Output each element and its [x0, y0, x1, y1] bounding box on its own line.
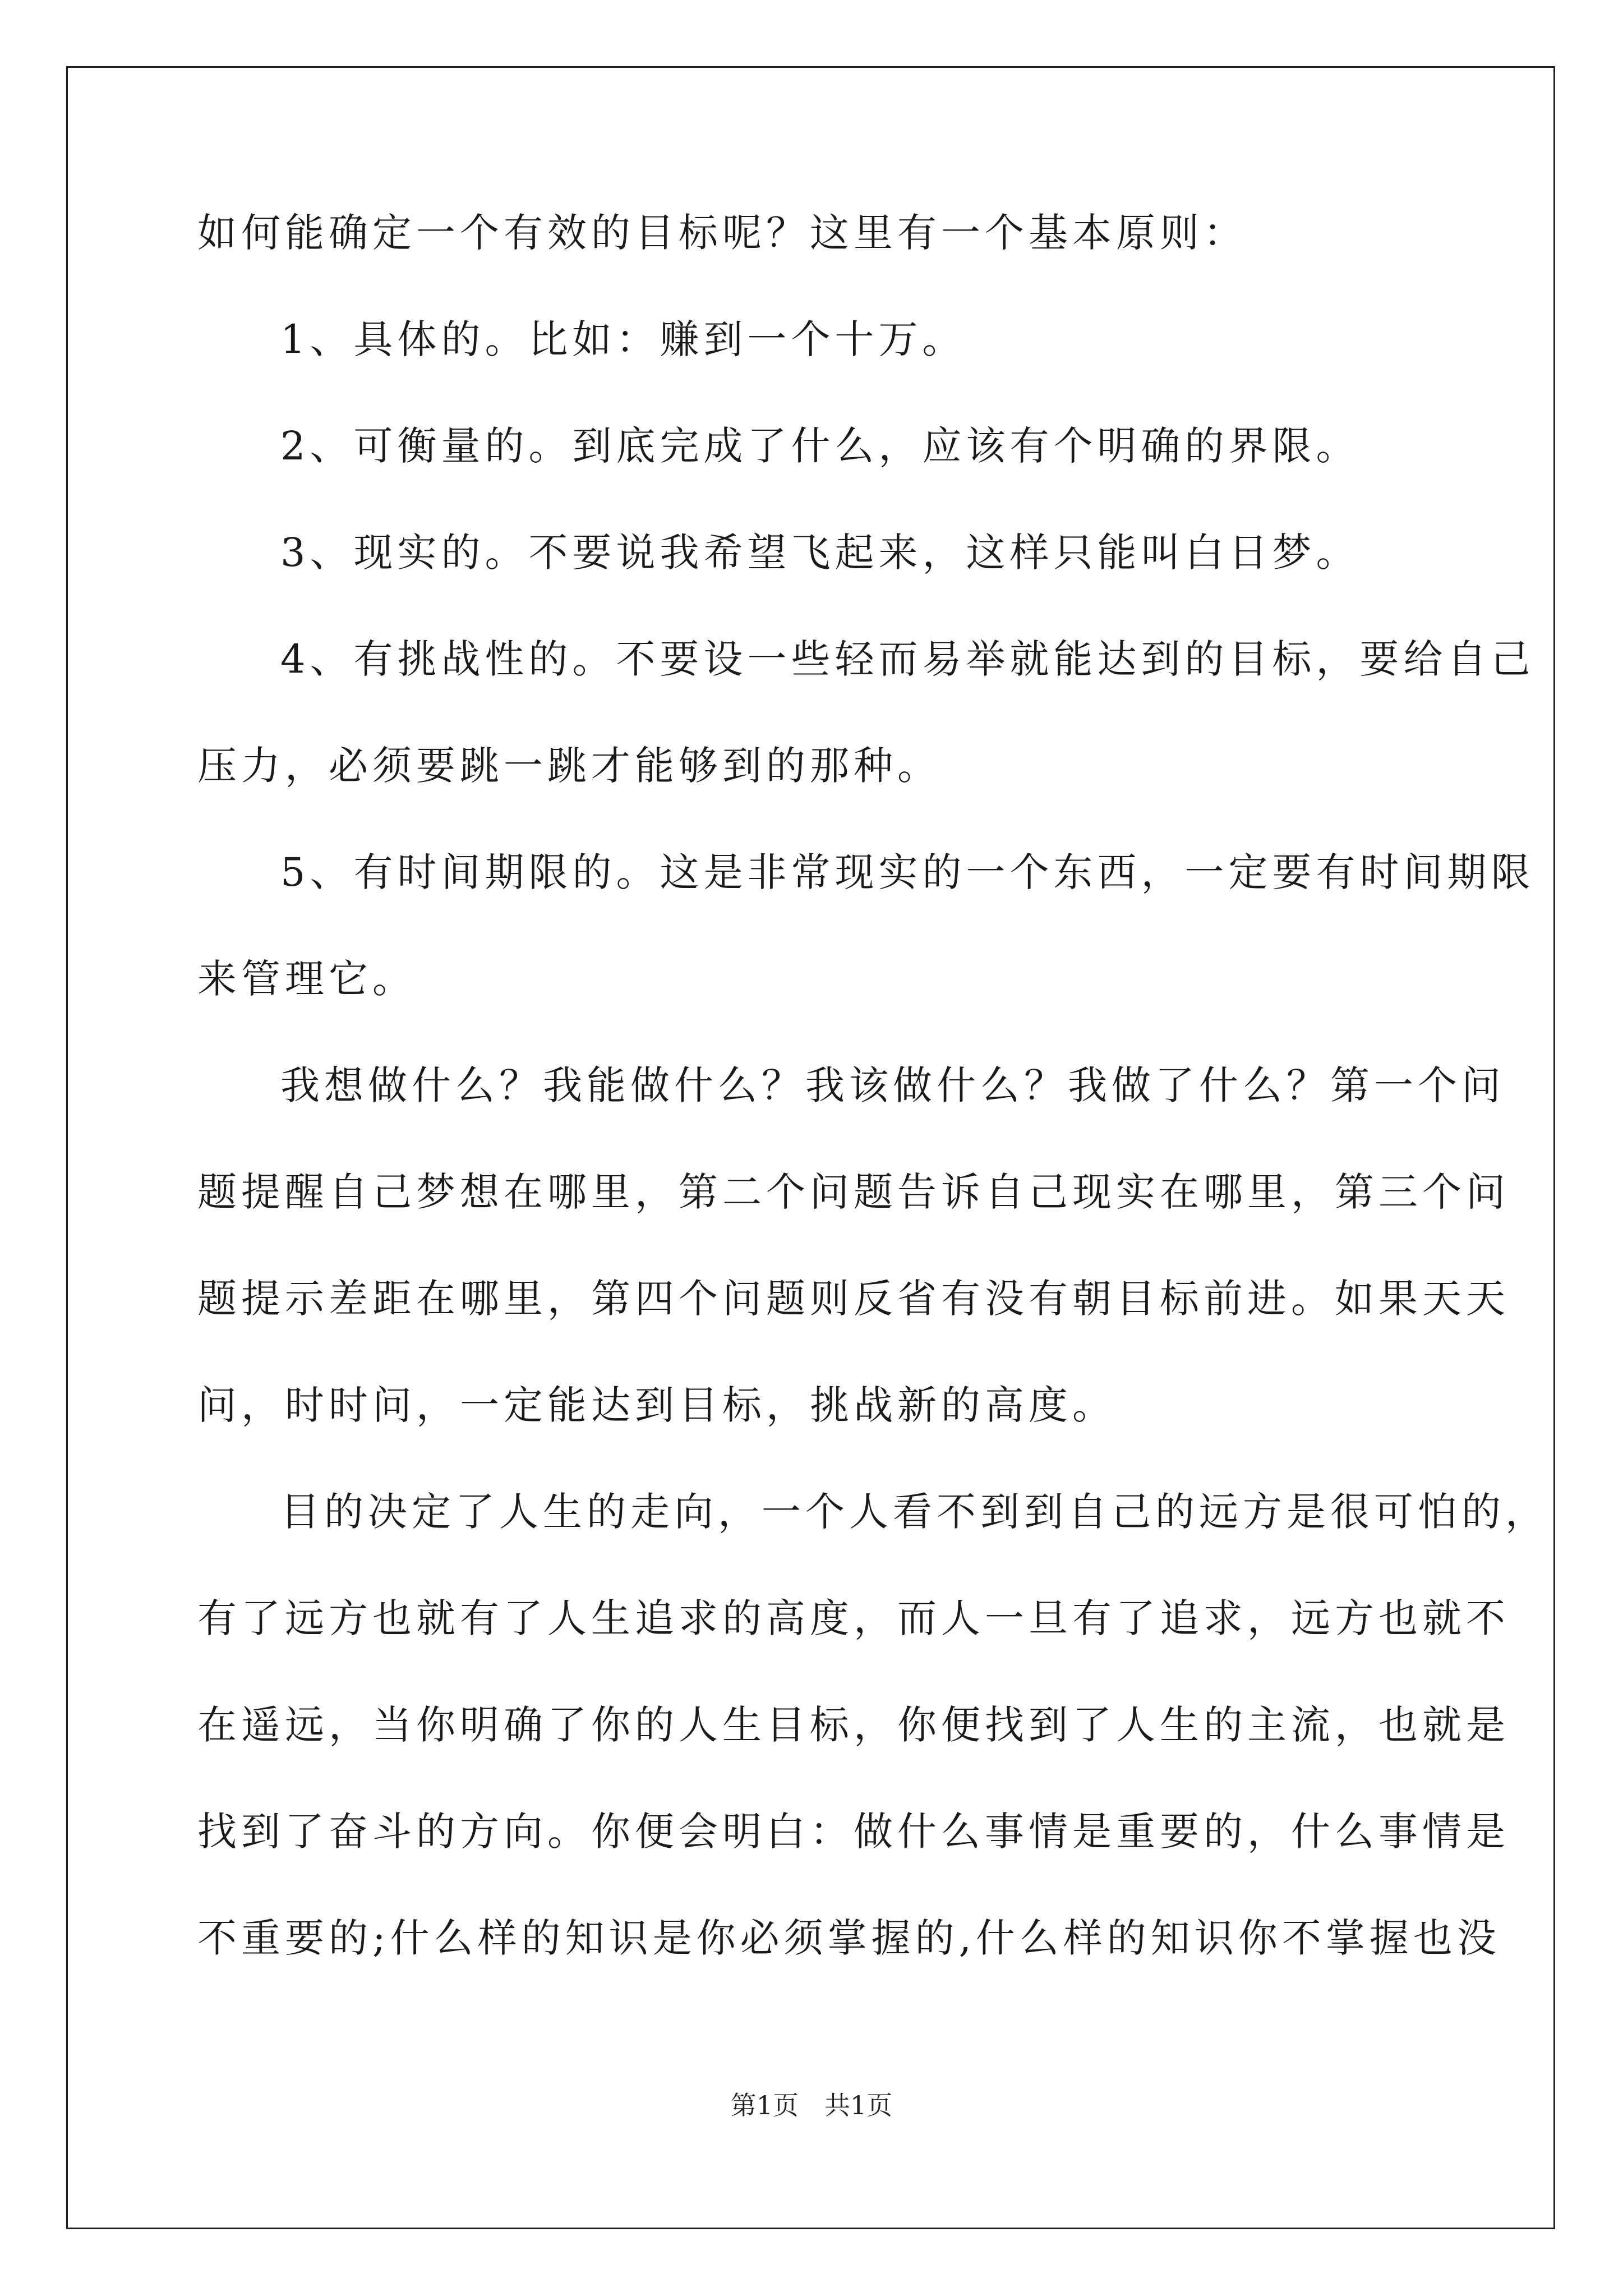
text-line: 有了远方也就有了人生追求的高度，而人一旦有了追求，远方也就不	[197, 1595, 1510, 1641]
text-line: 我想做什么？我能做什么？我该做什么？我做了什么？第一个问	[280, 1062, 1505, 1108]
text-line: 5、有时间期限的。这是非常现实的一个东西，一定要有时间期限	[280, 849, 1535, 895]
text-line: 来管理它。	[197, 956, 416, 1002]
page-number-footer: 第1页 共1页	[730, 2090, 893, 2120]
text-line: 2、可衡量的。到底完成了什么，应该有个明确的界限。	[280, 423, 1360, 469]
text-line: 3、现实的。不要说我希望飞起来，这样只能叫白日梦。	[280, 530, 1360, 576]
text-line: 4、有挑战性的。不要设一些轻而易举就能达到的目标，要给自己	[280, 636, 1535, 682]
text-line: 题提示差距在哪里，第四个问题则反省有没有朝目标前进。如果天天	[197, 1276, 1510, 1322]
text-line: 压力，必须要跳一跳才能够到的那种。	[197, 743, 941, 789]
text-line: 找到了奋斗的方向。你便会明白：做什么事情是重要的，什么事情是	[197, 1809, 1510, 1855]
text-line: 问，时时问，一定能达到目标，挑战新的高度。	[197, 1382, 1116, 1428]
text-line: 在遥远，当你明确了你的人生目标，你便找到了人生的主流，也就是	[197, 1702, 1510, 1748]
text-line: 如何能确定一个有效的目标呢？这里有一个基本原则：	[197, 210, 1247, 256]
text-line: 目的决定了人生的走向，一个人看不到到自己的远方是很可怕的，	[280, 1489, 1549, 1535]
text-line: 不重要的;什么样的知识是你必须掌握的,什么样的知识你不掌握也没	[197, 1915, 1501, 1961]
text-line: 1、具体的。比如：赚到一个十万。	[280, 316, 966, 362]
page-border	[66, 66, 1555, 2229]
text-line: 题提醒自己梦想在哪里，第二个问题告诉自己现实在哪里，第三个问	[197, 1169, 1510, 1215]
